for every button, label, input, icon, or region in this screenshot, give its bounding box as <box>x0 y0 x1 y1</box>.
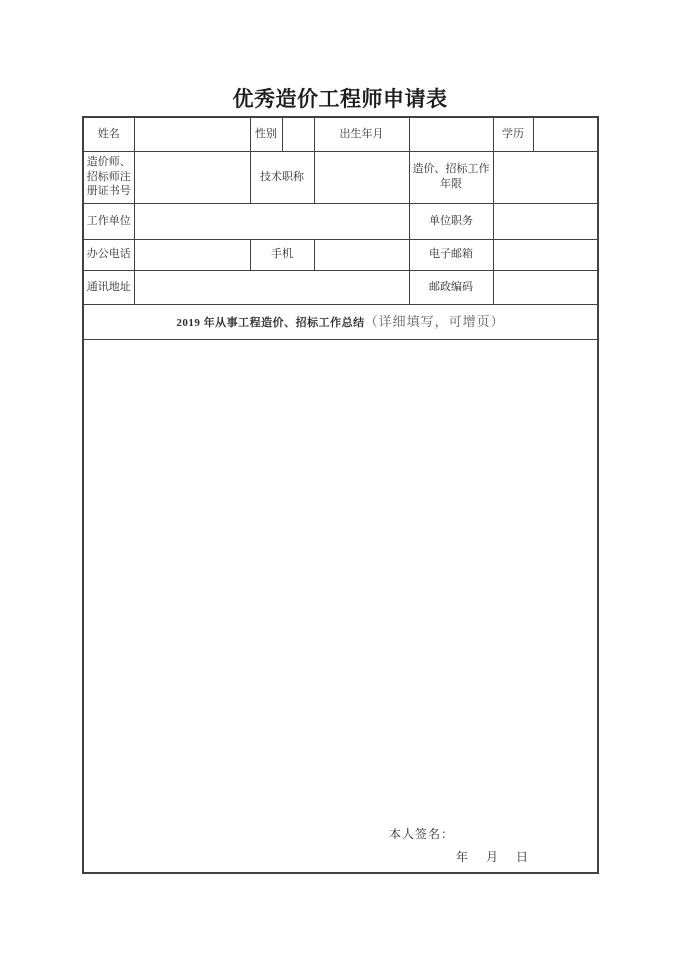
education-label: 学历 <box>493 117 533 151</box>
employer-label: 工作单位 <box>83 203 134 239</box>
signature-date-line: 年 月 日 <box>456 849 532 864</box>
application-form-table <box>82 116 599 874</box>
table-row <box>83 339 598 873</box>
table-row <box>83 117 598 151</box>
postal-code-label: 邮政编码 <box>409 270 493 304</box>
name-label: 姓名 <box>83 117 134 151</box>
mobile-input-cell[interactable] <box>314 239 409 270</box>
employer-input-cell[interactable] <box>134 203 409 239</box>
technical-title-label: 技术职称 <box>250 151 314 203</box>
table-row <box>83 151 598 203</box>
summary-heading-row <box>83 304 598 339</box>
postal-code-input-cell[interactable] <box>493 270 598 304</box>
mailing-address-input-cell[interactable] <box>134 270 409 304</box>
summary-area-cell <box>83 339 598 873</box>
birth-date-label: 出生年月 <box>314 117 409 151</box>
technical-title-input-cell[interactable] <box>314 151 409 203</box>
name-input-cell[interactable] <box>134 117 250 151</box>
email-label: 电子邮箱 <box>409 239 493 270</box>
signature-label: 本人签名： <box>389 826 455 841</box>
table-row <box>83 304 598 339</box>
summary-heading-note: （详细填写，可增页） <box>364 313 505 329</box>
work-years-label: 造价、招标工作年限 <box>409 151 493 203</box>
summary-heading: 2019 年从事工程造价、招标工作总结 <box>176 316 365 329</box>
certificate-no-label: 造价师、招标师注册证书号 <box>83 151 134 203</box>
work-years-input-cell[interactable] <box>493 151 598 203</box>
office-phone-label: 办公电话 <box>83 239 134 270</box>
gender-input-cell[interactable] <box>282 117 314 151</box>
education-input-cell[interactable] <box>533 117 598 151</box>
office-phone-input-cell[interactable] <box>134 239 250 270</box>
mailing-address-label: 通讯地址 <box>83 270 134 304</box>
summary-writing-area[interactable] <box>84 340 597 803</box>
gender-label: 性别 <box>250 117 282 151</box>
certificate-no-input-cell[interactable] <box>134 151 250 203</box>
page-title: 优秀造价工程师申请表 <box>232 87 448 111</box>
mobile-label: 手机 <box>250 239 314 270</box>
position-input-cell[interactable] <box>493 203 598 239</box>
table-row <box>83 203 598 239</box>
position-label: 单位职务 <box>409 203 493 239</box>
birth-date-input-cell[interactable] <box>409 117 493 151</box>
table-row <box>83 270 598 304</box>
table-row <box>83 239 598 270</box>
email-input-cell[interactable] <box>493 239 598 270</box>
